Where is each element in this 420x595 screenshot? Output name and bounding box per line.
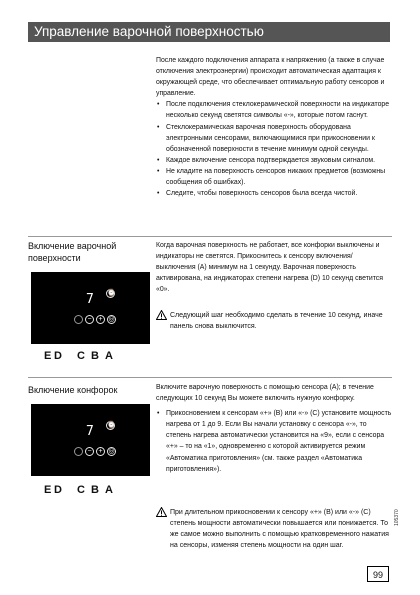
minus-sensor-icon: − (85, 447, 94, 456)
label-a: A (105, 350, 114, 362)
display-sensor-icon (74, 447, 83, 456)
section-divider (28, 377, 392, 378)
section2-paragraph: Включите варочную поверхность с помощью сенсора (A); в течение следующих 10 секунд Вы можете включить нужную конфорку. (156, 384, 374, 403)
control-panel-image-2 (31, 404, 150, 476)
list-item: • Не кладите на поверхность сенсоров никаких предметов (возможны сообщения об ошибках). (156, 166, 392, 188)
label-d: D (54, 350, 63, 362)
display-sensor-icon (74, 315, 83, 324)
label-b: B (91, 484, 100, 496)
list-item: • Каждое включение сенсора подтверждается звуковым сигналом. (156, 155, 392, 166)
intro-paragraph: После каждого подключения аппарата к напряжению (а также в случае отключения электроэнергии) происходит автоматическая адаптация к окружающей среде, что обеспечивает оптимальную работу сенсоров и управление. (156, 57, 385, 98)
timer-sensor-icon: ⌚ (107, 290, 116, 297)
section1-note (156, 310, 392, 332)
section1-note-text: Следующий шаг необходимо сделать в течение 10 секунд, иначе панель снова выключится. (170, 312, 383, 330)
label-a: A (105, 484, 114, 496)
power-sensor-icon: ◎ (108, 316, 115, 323)
list-item: • Следите, чтобы поверхность сенсоров была всегда чистой. (156, 188, 392, 199)
minus-sensor-icon: − (85, 315, 94, 324)
section-divider (28, 236, 392, 237)
list-item: • Прикосновением к сенсорам «+» (B) или «-» (C) установите мощность нагрева от 1 до 9. Если Вы начали установку с сенсора «-», то степень нагрева автоматически установится на «9», если с сенсора «+» – то на «1», одновременно с которой активируется режим «Автоматика приготовления» (см. также раздел «Автоматика приготовления»). (156, 408, 392, 475)
plus-sensor-icon: + (96, 447, 105, 456)
list-item: • После подключения стеклокерамической поверхности на индикаторе несколько секунд светятся символы «-», которые потом гаснут. (156, 99, 392, 121)
power-sensor-icon: ◎ (108, 448, 115, 455)
section1-title: Включение варочной поверхности (28, 241, 117, 263)
section1-paragraph: Когда варочная поверхность не работает, все конфорки выключены и индикаторы не светятся. Прикоснитесь к сенсору включения/выключения (A) минимум на 1 секунду. Варочная поверхность активирована, на индикаторах степени нагрева (D) 10 секунд светится «0». (156, 242, 383, 294)
label-c: C (77, 484, 86, 496)
warning-icon (156, 310, 167, 320)
plus-sensor-icon: + (96, 315, 105, 324)
label-b: B (91, 350, 100, 362)
side-code: 105370 (394, 509, 400, 526)
label-e: E (44, 350, 52, 362)
section2-bullets (156, 408, 392, 475)
section2-note (156, 507, 392, 551)
intro-block (156, 55, 392, 199)
page-number: 99 (367, 566, 389, 582)
section1-text (156, 240, 392, 295)
intro-bullets (156, 99, 392, 199)
list-item: • Стеклокерамическая варочная поверхность оборудована электронными сенсорами, включающимися при прикосновении к обозначенной поверхности в течение минимум одной секунды. (156, 122, 392, 155)
timer-sensor-icon: ⌚ (107, 422, 116, 429)
section2-note-text: При длительном прикосновении к сенсору «+» (B) или «-» (C) степень мощности автоматически повышается или понижается. То же самое можно выполнить с помощью кратковременного нажатия на сенсоры, изменяя степень мощности на один шаг. (170, 509, 389, 549)
heat-level-display: 7 (86, 292, 94, 307)
heat-level-display: 7 (86, 424, 94, 439)
section2-text (156, 382, 392, 475)
label-c: C (77, 350, 86, 362)
control-panel-image-1 (31, 272, 150, 344)
page-header: Управление варочной поверхностью (28, 22, 390, 42)
label-e: E (44, 484, 52, 496)
warning-icon (156, 507, 167, 517)
label-d: D (54, 484, 63, 496)
section2-title: Включение конфорок (28, 385, 118, 395)
